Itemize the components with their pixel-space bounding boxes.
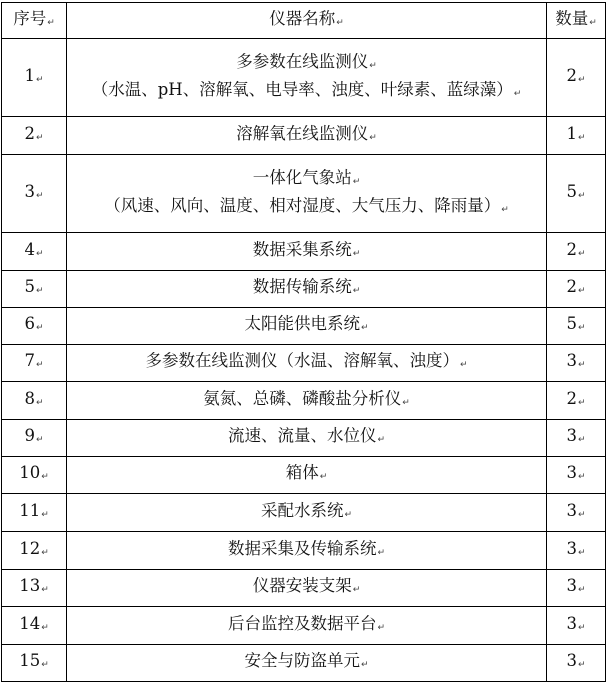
instrument-name: 数据采集及传输系统 <box>227 538 377 558</box>
instrument-name: 多参数在线监测仪（水温、溶解氧、浊度） <box>145 351 459 370</box>
quantity-cell <box>547 345 606 382</box>
instrument-name-cell <box>67 382 547 420</box>
paragraph-mark: ↵ <box>577 74 586 85</box>
instrument-name: 数据采集系统 <box>252 239 352 259</box>
quantity: 3 <box>566 651 577 670</box>
row-number-cell <box>2 607 67 645</box>
quantity: 3 <box>566 351 577 370</box>
row-number: 3 <box>24 181 35 201</box>
quantity: 2 <box>566 65 577 85</box>
quantity: 3 <box>566 538 577 558</box>
row-number-cell <box>2 420 67 457</box>
paragraph-mark: ↵ <box>577 435 586 445</box>
row-number: 2 <box>24 123 35 143</box>
instrument-name: 采配水系统 <box>260 500 344 520</box>
quantity: 1 <box>566 123 577 143</box>
row-number-cell <box>2 457 67 494</box>
quantity: 3 <box>566 426 577 445</box>
paragraph-mark: ↵ <box>35 360 44 370</box>
paragraph-mark: ↵ <box>402 397 410 408</box>
quantity-cell <box>547 271 606 308</box>
paragraph-mark: ↵ <box>577 472 586 482</box>
paragraph-mark: ↵ <box>352 176 361 187</box>
instrument-name-cell <box>67 271 547 308</box>
instrument-name: 溶解氧在线监测仪 <box>236 123 369 143</box>
quantity: 3 <box>566 576 577 595</box>
paragraph-mark: ↵ <box>344 509 353 520</box>
table-row <box>2 494 606 532</box>
row-number: 10 <box>19 463 41 482</box>
quantity: 3 <box>566 500 577 520</box>
table-row <box>2 308 606 345</box>
paragraph-mark: ↵ <box>459 360 468 370</box>
row-number-cell <box>2 532 67 570</box>
instrument-name: 一体化气象站 <box>252 167 352 187</box>
row-number-cell <box>2 271 67 308</box>
quantity-cell <box>547 532 606 570</box>
paragraph-mark: ↵ <box>577 660 586 670</box>
quantity-cell <box>547 155 606 233</box>
paragraph-mark: ↵ <box>377 622 386 633</box>
instrument-name-cell <box>67 308 547 345</box>
instrument-name-cell <box>67 39 547 117</box>
quantity: 5 <box>566 181 577 201</box>
instrument-name: 箱体 <box>285 463 319 482</box>
row-number: 8 <box>24 388 35 408</box>
paragraph-mark: ↵ <box>577 397 586 408</box>
paragraph-mark: ↵ <box>35 190 44 201</box>
row-number: 5 <box>24 277 35 296</box>
table-row <box>2 117 606 155</box>
row-number-cell <box>2 155 67 233</box>
table-row <box>2 457 606 494</box>
paragraph-mark: ↵ <box>352 585 361 595</box>
row-number-cell <box>2 382 67 420</box>
row-number-cell <box>2 345 67 382</box>
row-number-cell <box>2 570 67 607</box>
table-row <box>2 645 606 682</box>
header-name: 仪器名称↵ <box>67 3 547 39</box>
table-row <box>2 155 606 233</box>
header-qty: 数量↵ <box>547 3 606 39</box>
row-number-cell <box>2 233 67 271</box>
quantity-cell <box>547 607 606 645</box>
paragraph-mark: ↵ <box>35 397 44 408</box>
quantity-cell <box>547 420 606 457</box>
row-number: 11 <box>19 500 41 520</box>
paragraph-mark: ↵ <box>577 585 586 595</box>
row-number: 4 <box>24 239 35 259</box>
row-number: 7 <box>24 351 35 370</box>
table-body <box>2 39 606 682</box>
instrument-name: 多参数在线监测仪 <box>236 51 369 71</box>
table-row <box>2 345 606 382</box>
paragraph-mark: ↵ <box>41 660 49 670</box>
row-number: 15 <box>19 651 41 670</box>
instrument-name-cell <box>67 607 547 645</box>
instrument-table <box>1 2 606 682</box>
quantity-cell <box>547 117 606 155</box>
instrument-name: 氨氮、总磷、磷酸盐分析仪 <box>203 388 402 408</box>
table-row <box>2 382 606 420</box>
paragraph-mark: ↵ <box>577 248 586 259</box>
table-row <box>2 570 606 607</box>
paragraph-mark: ↵ <box>35 248 44 259</box>
instrument-name: 安全与防盗单元 <box>244 651 360 670</box>
paragraph-mark: ↵ <box>377 435 386 445</box>
paragraph-mark: ↵ <box>360 323 369 333</box>
paragraph-mark: ↵ <box>577 190 586 201</box>
instrument-name-cell <box>67 233 547 271</box>
instrument-name-cell <box>67 345 547 382</box>
paragraph-mark: ↵ <box>377 547 386 558</box>
table-row <box>2 233 606 271</box>
instrument-name: 流速、流量、水位仪 <box>227 426 377 445</box>
quantity-cell <box>547 382 606 420</box>
paragraph-mark: ↵ <box>352 286 361 296</box>
instrument-name-cell <box>67 532 547 570</box>
row-number: 13 <box>19 576 41 595</box>
row-number: 9 <box>24 426 35 445</box>
quantity-cell <box>547 308 606 345</box>
paragraph-mark: ↵ <box>41 547 49 558</box>
paragraph-mark: ↵ <box>41 622 49 633</box>
paragraph-mark: ↵ <box>577 622 586 633</box>
instrument-name-cell <box>67 570 547 607</box>
quantity: 5 <box>566 314 577 333</box>
paragraph-mark: ↵ <box>369 132 377 143</box>
row-number-cell <box>2 494 67 532</box>
row-number-cell <box>2 645 67 682</box>
header-no: 序号↵ <box>2 3 67 39</box>
table-row <box>2 39 606 117</box>
paragraph-mark: ↵ <box>35 323 44 333</box>
instrument-detail: （水温、pH、溶解氧、电导率、浊度、叶绿素、蓝绿藻） <box>91 79 513 99</box>
paragraph-mark: ↵ <box>35 435 44 445</box>
paragraph-mark: ↵ <box>577 286 586 296</box>
paragraph-mark: ↵ <box>369 60 377 71</box>
quantity-cell <box>547 494 606 532</box>
instrument-name: 数据传输系统 <box>252 277 352 296</box>
instrument-detail: （风速、风向、温度、相对湿度、大气压力、降雨量） <box>104 195 501 215</box>
instrument-name-cell <box>67 420 547 457</box>
instrument-name-cell <box>67 457 547 494</box>
quantity: 3 <box>566 613 577 633</box>
row-number: 12 <box>19 538 41 558</box>
paragraph-mark: ↵ <box>35 132 44 143</box>
paragraph-mark: ↵ <box>41 585 49 595</box>
quantity: 2 <box>566 277 577 296</box>
quantity-cell <box>547 39 606 117</box>
quantity-cell <box>547 645 606 682</box>
paragraph-mark: ↵ <box>360 660 369 670</box>
quantity: 2 <box>566 239 577 259</box>
header-row <box>2 3 606 39</box>
instrument-name-cell <box>67 645 547 682</box>
instrument-name: 仪器安装支架 <box>252 576 352 595</box>
paragraph-mark: ↵ <box>35 286 44 296</box>
quantity-cell <box>547 233 606 271</box>
instrument-name-cell <box>67 494 547 532</box>
row-number: 6 <box>24 314 35 333</box>
paragraph-mark: ↵ <box>577 323 586 333</box>
paragraph-mark: ↵ <box>35 74 44 85</box>
quantity: 3 <box>566 463 577 482</box>
row-number-cell <box>2 39 67 117</box>
paragraph-mark: ↵ <box>352 248 361 259</box>
row-number-cell <box>2 308 67 345</box>
table-row <box>2 607 606 645</box>
table-row <box>2 271 606 308</box>
instrument-name: 后台监控及数据平台 <box>227 613 377 633</box>
instrument-name-cell <box>67 155 547 233</box>
paragraph-mark: ↵ <box>41 509 49 520</box>
paragraph-mark: ↵ <box>577 132 586 143</box>
row-number: 1 <box>24 65 35 85</box>
paragraph-mark: ↵ <box>41 472 49 482</box>
paragraph-mark: ↵ <box>577 509 586 520</box>
paragraph-mark: ↵ <box>577 547 586 558</box>
table-row <box>2 420 606 457</box>
instrument-name: 太阳能供电系统 <box>244 314 360 333</box>
paragraph-mark: ↵ <box>513 88 522 99</box>
row-number-cell <box>2 117 67 155</box>
paragraph-mark: ↵ <box>501 204 509 215</box>
table-row <box>2 532 606 570</box>
row-number: 14 <box>19 613 41 633</box>
quantity-cell <box>547 457 606 494</box>
paragraph-mark: ↵ <box>319 472 328 482</box>
paragraph-mark: ↵ <box>577 360 586 370</box>
quantity: 2 <box>566 388 577 408</box>
quantity-cell <box>547 570 606 607</box>
instrument-name-cell <box>67 117 547 155</box>
